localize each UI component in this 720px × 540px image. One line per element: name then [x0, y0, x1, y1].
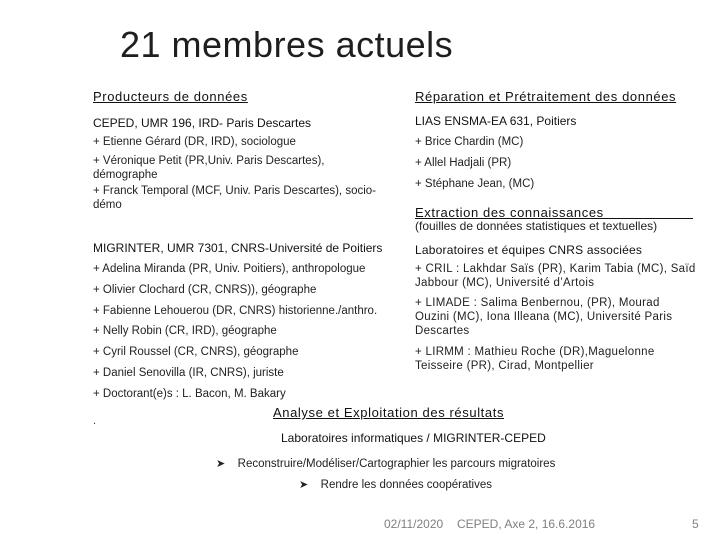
extraction-subtitle: (fouilles de données statistiques et textuelles) — [415, 219, 658, 233]
ceped-label: CEPED, UMR 196, IRD- Paris Descartes — [93, 116, 312, 130]
member-item: + Daniel Senovilla (IR, CNRS), juriste — [93, 367, 284, 379]
footer-date: 02/11/2020 — [384, 517, 444, 531]
member-item: + Franck Temporal (MCF, Univ. Paris Descartes), socio-démo — [93, 185, 376, 211]
member-item: + Brice Chardin (MC) — [415, 136, 524, 148]
footer-text: CEPED, Axe 2, 16.6.2016 — [457, 517, 596, 531]
member-item: + Cyril Roussel (CR, CNRS), géographe — [93, 346, 299, 358]
lab-item: + LIMADE : Salima Benbernou, (PR), Mourad Ouzini (MC), Iona Illeana (MC), Université Paris Descartes — [415, 297, 673, 337]
member-item: + Fabienne Lehouerou (DR, CNRS) historienne./anthro. — [93, 305, 378, 317]
member-item: + Etienne Gérard (DR, IRD), sociologue — [93, 136, 296, 148]
analysis-bullet-text: Reconstruire/Modéliser/Cartographier les parcours migratoires — [237, 458, 556, 470]
member-item: + Doctorant(e)s : L. Bacon, M. Bakary — [93, 388, 286, 400]
slide-title: 21 membres actuels — [120, 24, 454, 65]
member-item: + Nelly Robin (CR, IRD), géographe — [93, 325, 277, 337]
lab-item: + CRIL : Lakhdar Saïs (PR), Karim Tabia (MC), Saïd Jabbour (MC), Université d’Artois — [415, 263, 696, 289]
analysis-bullet — [216, 454, 555, 472]
migrinter-label: MIGRINTER, UMR 7301, CNRS-Université de Poitiers — [93, 241, 383, 255]
analysis-bullet — [299, 475, 492, 493]
cnrs-labs-label: Laboratoires et équipes CNRS associées — [415, 243, 643, 257]
member-item: + Adelina Miranda (PR, Univ. Poitiers), anthropologue — [93, 263, 366, 275]
member-item: + Stéphane Jean, (MC) — [415, 178, 535, 190]
preprocessing-heading: Réparation et Prétraitement des données — [415, 89, 677, 104]
analysis-label: Laboratoires informatiques / MIGRINTER-CEPED — [281, 431, 546, 445]
member-item: + Véronique Petit (PR,Univ. Paris Descartes), démographe — [93, 155, 325, 181]
extraction-heading: Extraction des connaissances — [415, 205, 604, 220]
arrow-bullet-icon: ➤ — [299, 479, 309, 491]
page-number: 5 — [692, 517, 699, 531]
lab-item: + LIRMM : Mathieu Roche (DR),Maguelonne Teisseire (PR), Cirad, Montpellier — [415, 346, 655, 372]
producers-heading: Producteurs de données — [93, 89, 248, 104]
analysis-bullet-text: Rendre les données coopératives — [320, 479, 493, 491]
stray-dot: . — [93, 415, 97, 427]
extraction-heading-rule — [415, 204, 693, 219]
member-item: + Allel Hadjali (PR) — [415, 157, 512, 169]
arrow-bullet-icon: ➤ — [216, 458, 226, 470]
lias-label: LIAS ENSMA-EA 631, Poitiers — [415, 114, 577, 128]
member-item: + Olivier Clochard (CR, CNRS)), géographe — [93, 284, 317, 296]
analysis-heading: Analyse et Exploitation des résultats — [273, 405, 505, 420]
